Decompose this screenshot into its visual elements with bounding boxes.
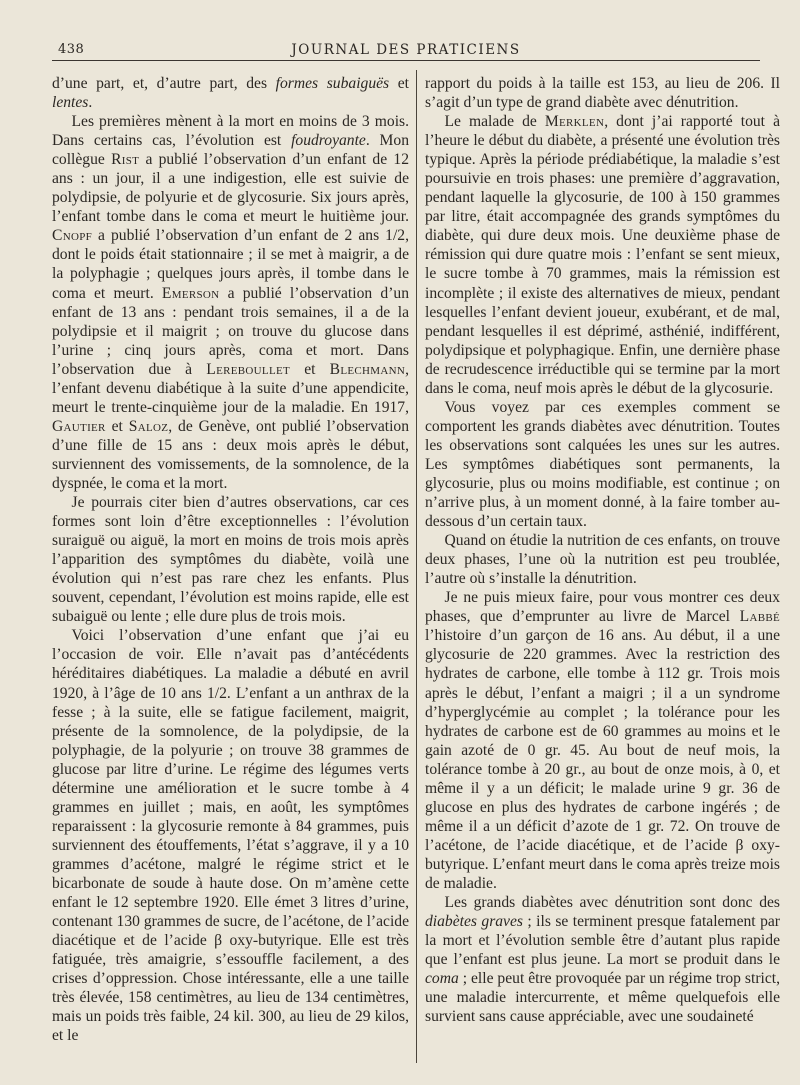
author-name: Cnopf [52, 227, 93, 245]
emphasis: coma [425, 970, 459, 988]
page-number: 438 [58, 42, 85, 57]
author-name: Gautier [52, 417, 106, 435]
author-name: Labbé [739, 608, 780, 626]
emphasis: foudroyante [291, 132, 366, 150]
paragraph [52, 493, 409, 626]
paragraph [425, 112, 780, 398]
text-run: Voici l’observation d’une enfant que j’ai eu l’occasion de voir. Elle n’avait pas d’antécédents héréditaires diabétiques. La maladie a débuté en avril 1920, à l’âge de 10 ans 1/2. L’enfant a un anthrax de la fesse ; à la suite, elle se fatigue facilement, maigrit, présente de la somnolence, de la polydipsie, de la polyphagie, de la polyurie ; on trouve 38 grammes de glucose par litre d’urine. Le régime des légumes verts détermine une amélioration et le sucre tombe à 4 grammes en juillet ; mais, en août, les symptômes reparaissent : la glycosurie remonte à 84 grammes, puis surviennent des étouffements, l’état s’aggrave, il y a 10 grammes d’acétone, malgré le régime strict et le bicarbonate de soude à haute dose. On m’amène cette enfant le 12 septembre 1920. Elle émet 3 litres d’urine, contenant 130 grammes de sucre, de l’acétone, de l’acide diacétique et de l’acide β oxy-butyrique. Elle est très fatiguée, très amaigrie, s’essouffle facilement, a des crises d’oppression. Chose intéressante, elle a une taille très élevée, 158 centimètres, au lieu de 134 centimètres, mais un poids très faible, 24 kil. 300, au lieu de 29 kilos, et le [52, 627, 409, 1045]
text-run: a publié l’observation d’un enfant de 2 ans 1/2, dont le poids était stationnaire ; il se met à maigrir, a de la polyphagie ; quelques jours après, il tombe dans le coma et meurt. [52, 227, 409, 302]
text-run: ; ils se terminent presque fatalement par la mort et l’évolution semble être d’autant plus rapide que l’enfant est plus jeune. La mort se produit dans le [425, 913, 780, 969]
right-column [425, 74, 780, 1067]
left-column [52, 74, 409, 1067]
column-divider [416, 70, 417, 1063]
paragraph [425, 398, 780, 531]
text-run: , de Genève, ont publié l’observation d’une fille de 15 ans : deux mois après le début, surviennent des vomissements, de la somnolence, de la dyspnée, le coma et la mort. [52, 417, 409, 492]
author-name: Blechmann [329, 360, 406, 378]
page-header [52, 38, 760, 61]
text-run: , dont j’ai rapporté tout à l’heure le début du diabète, a présenté une évolution très typique. Après la période prédiabétique, la maladie s’est poursuivie en trois phases: une première d’aggravation, pendant laquelle la glycosurie, de 100 à 150 grammes par litre, était accompagnée des grands symptômes du diabète, qui dure deux mois. Une deuxième phase de rémission qui dure quatre mois : l’enfant se sent mieux, le sucre tombe à 70 grammes, mais la rémission est incomplète ; il existe des alternatives de mieux, pendant lesquelles l’enfant devient joueur, exubérant, et de mal, pendant lesquelles il est déprimé, asthénié, indifférent, polydipsique et polyphagique. Enfin, une dernière phase de recrudescence irréductible qui se termine par la mort dans le coma, neuf mois après le début de la glycosurie. [425, 113, 780, 397]
author-name: Emerson [161, 284, 220, 302]
text-run: d’une part, et, d’autre part, des [52, 75, 276, 92]
text-run: et [389, 75, 409, 92]
text-run: et [105, 417, 129, 435]
paragraph [52, 112, 409, 493]
text-run: , l’enfant devenu diabétique à la suite d’une appendicite, meurt le trente-cinquième jour de la maladie. En 1917, [52, 360, 409, 416]
text-run: Les grands diabètes avec dénutrition sont donc des [444, 894, 780, 912]
text-run: Vous voyez par ces exemples comment se comportent les grands diabètes avec dénutrition. Toutes les observations sont calquées les unes sur les autres. Les symptômes diabétiques sont permanents, la glycosurie, plus ou moins modifiable, est continue ; on n’arrive plus, à un moment donné, à la faire tomber au-dessous d’un certain taux. [425, 398, 780, 531]
emphasis: formes subaiguës [275, 75, 390, 92]
emphasis: lentes [52, 94, 89, 112]
paragraph [52, 626, 409, 1045]
paragraph [425, 74, 780, 112]
author-name: Merklen [544, 113, 605, 131]
text-run: Le malade de [444, 113, 545, 131]
paragraph [425, 893, 780, 1026]
author-name: Saloz [128, 417, 169, 435]
text-run: Je ne puis mieux faire, pour vous montrer ces deux phases, que d’emprunter au livre de Marcel [425, 589, 780, 626]
text-run: Quand on étudie la nutrition de ces enfants, on trouve deux phases, l’une où la nutrition est peu troublée, l’autre où s’installe la dénutrition. [425, 532, 780, 588]
text-run: Les premières mènent à la mort en moins de 3 mois. Dans certains cas, l’évolution est [52, 113, 409, 150]
emphasis: diabètes graves [425, 913, 523, 931]
text-run: et [290, 360, 330, 378]
text-run: a publié l’observation d’un enfant de 12 ans : un jour, il a une indigestion, elle est suivie de polydipsie, de polyurie et de glycosurie. Six jours après, l’enfant tombe dans le coma et meurt le huitième jour. [52, 151, 409, 226]
paragraph [52, 74, 409, 112]
author-name: Lereboullet [206, 360, 290, 378]
text-run: a publié l’observation d’un enfant de 13 ans : pendant trois semaines, il a de la polydipsie et il maigrit ; on trouve du glucose dans l’urine ; cinq jours après, coma et mort. Dans l’observation due à [52, 284, 409, 378]
text-run: Je pourrais citer bien d’autres observations, car ces formes sont loin d’être exceptionnelles : l’évolution suraiguë ou aiguë, la mort en moins de trois mois après l’apparition des symptômes du diabète, voilà une évolution qui n’est pas rare chez les enfants. Plus souvent, cependant, l’évolution est moins rapide, elle est subaiguë ou lente ; elle dure plus de trois mois. [52, 494, 409, 626]
paragraph [425, 588, 780, 893]
running-title: JOURNAL DES PRATICIENS [291, 42, 521, 58]
paragraph [425, 531, 780, 588]
text-run: . [88, 94, 93, 112]
text-run: l’histoire d’un garçon de 16 ans. Au début, il a une glycosurie de 220 grammes. Avec la restriction des hydrates de carbone, elle tombe à 112 gr. Trois mois après le début, l’enfant a maigri ; il a un syndrome d’hyperglycémie au complet ; la tolérance pour les hydrates de carbone est de 60 grammes au moins et le gain azoté de 0 gr. 45. Au bout de neuf mois, la tolérance tombe à 20 gr., au bout de onze mois, à 0, et même il y a un déficit; le malade urine 9 gr. 36 de glucose en plus des hydrates de carbone ingérés ; de même il a un déficit d’azote de 1 gr. 72. On trouve de l’acétone, de l’acide diacétique, et de l’acide β oxy-butyrique. L’enfant meurt dans le coma après treize mois de maladie. [425, 627, 780, 892]
text-run: . Mon collègue [52, 132, 409, 169]
author-name: Rist [111, 151, 140, 169]
text-run: ; elle peut être provoquée par un régime trop strict, une maladie intercurrente, et même quelquefois elle survient sans cause appréciable, avec une soudaineté [425, 970, 780, 1026]
text-run: rapport du poids à la taille est 153, au lieu de 206. Il s’agit d’un type de grand diabète avec dénutrition. [425, 75, 780, 112]
